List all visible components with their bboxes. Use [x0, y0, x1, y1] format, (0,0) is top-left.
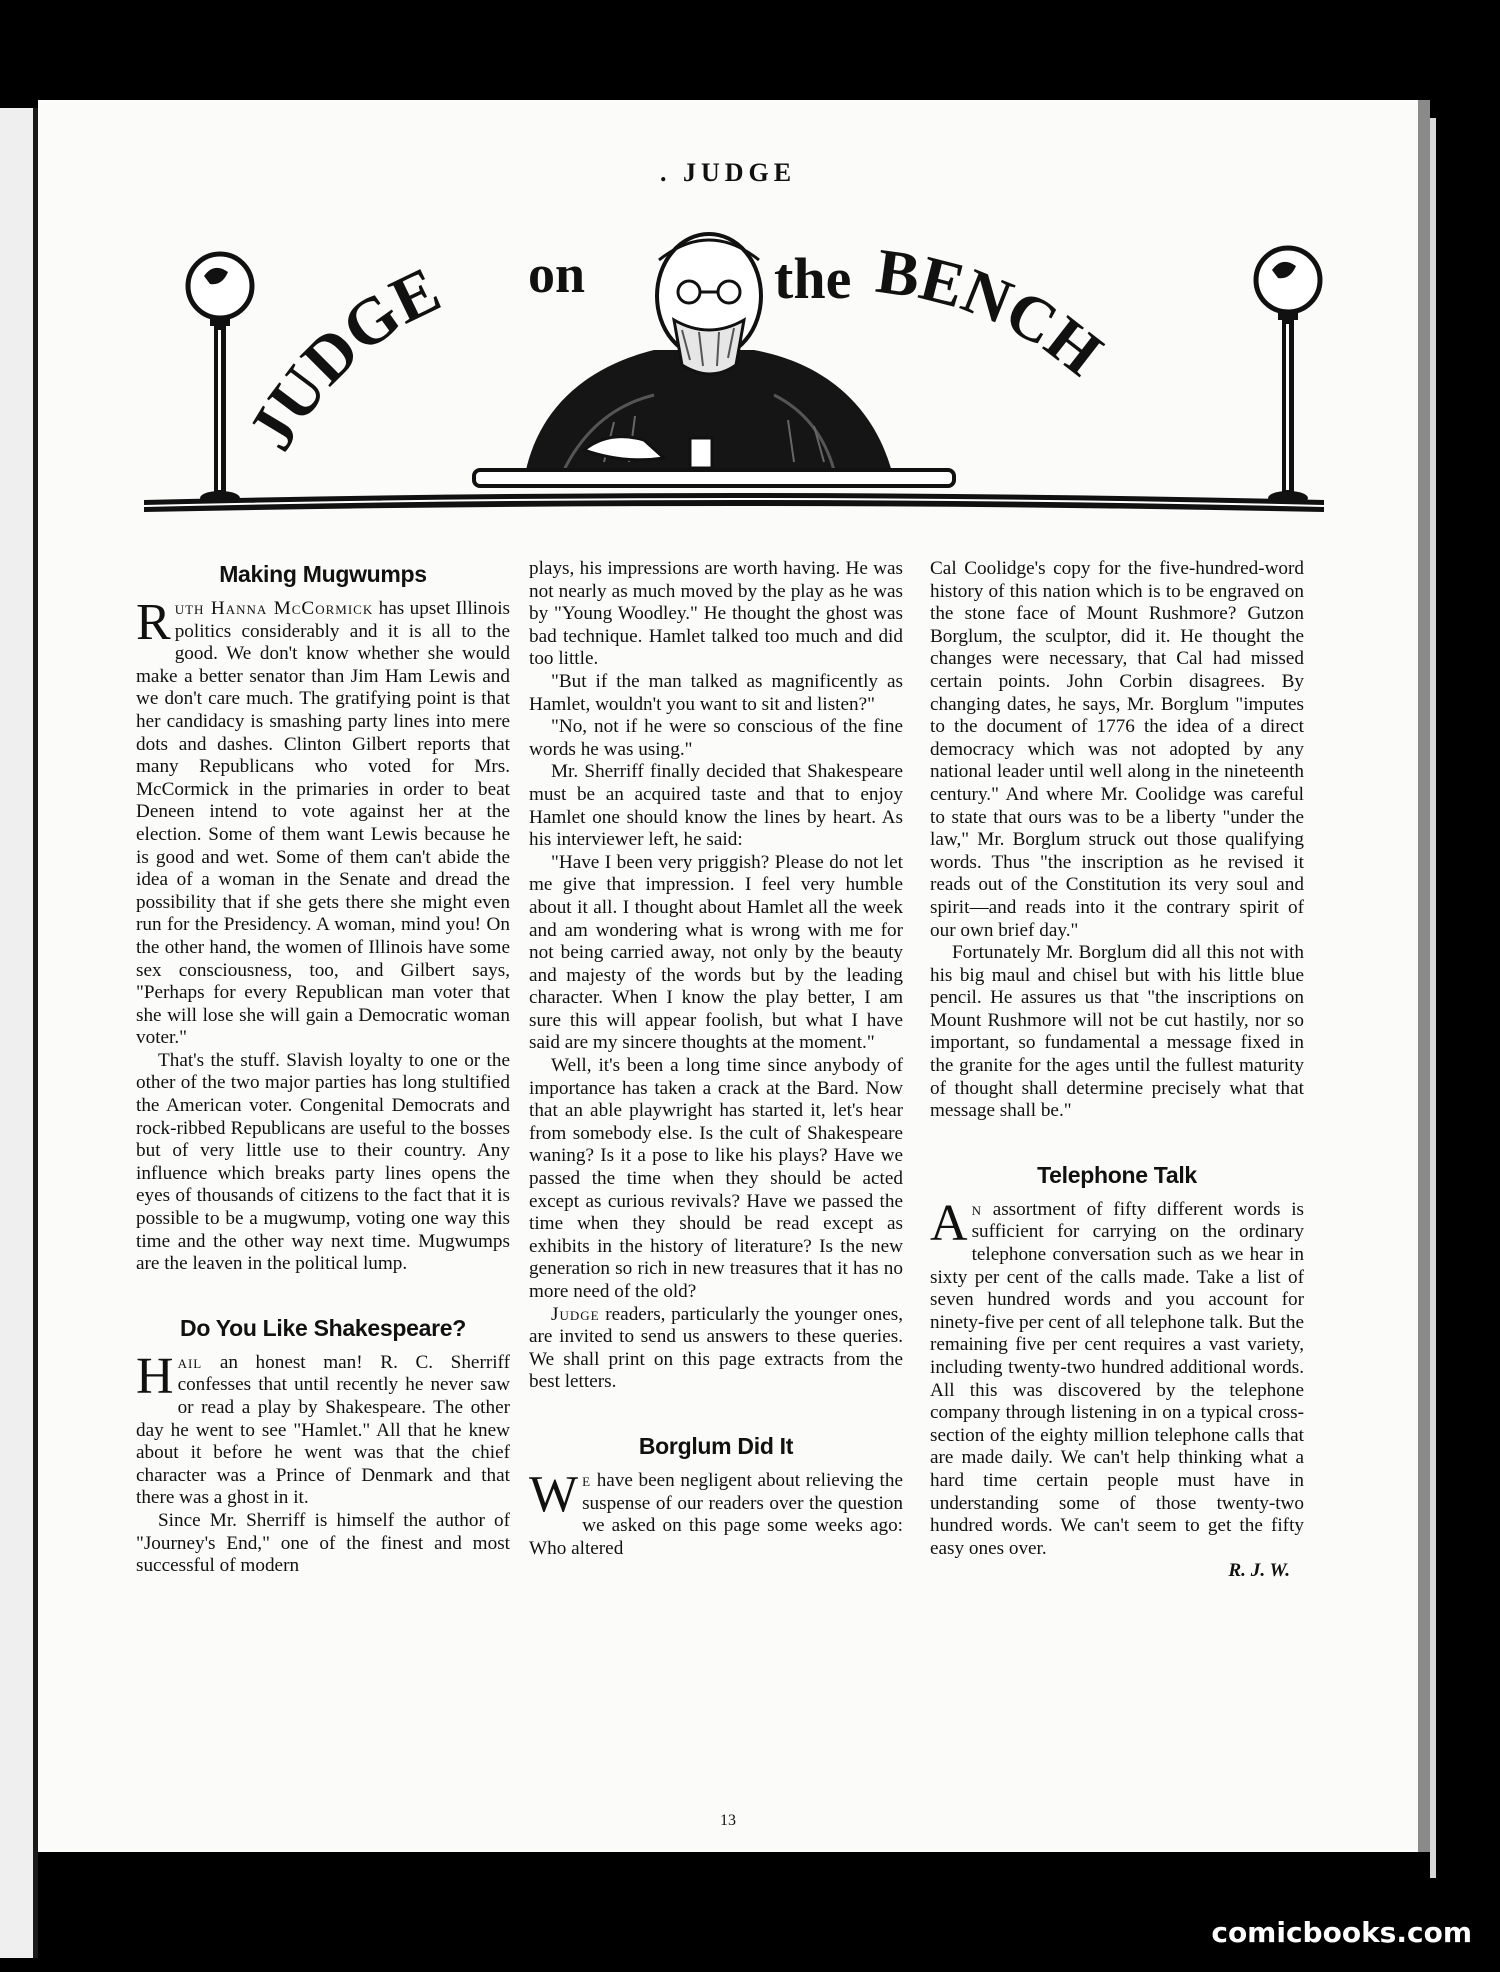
- column-1: [136, 558, 510, 1578]
- author-signature: R. J. W.: [1228, 1560, 1290, 1582]
- page-shadow: [1418, 100, 1430, 1852]
- article-paragraph: An assortment of fifty different words is sufficient for carrying on the ordinary telephone conversation such as we hear in sixty per cent of the calls made. Take a list of seven hundred words and you account for ninety-five per cent of all telephone talk. But the remaining five per cent requires a vast variety, including twenty-two hundred additional words. All this was discovered by the telephone company through listening in on a typical cross-section of the eighty million telephone calls that are made daily. We can't help thinking what a hard time certain people must have in understanding some of those twenty-two hundred words. We can't seem to get the fifty easy ones over.: [930, 1194, 1304, 1559]
- column-3: [930, 558, 1304, 1583]
- magazine-page: [38, 100, 1418, 1852]
- article-paragraph: Mr. Sherriff finally decided that Shakespeare must be an acquired taste and that to enjoy Hamlet one should know the lines by heart. As his interviewer left, he said:: [529, 761, 903, 851]
- judge-illustration: [134, 200, 1334, 530]
- drop-cap: W: [529, 1465, 579, 1523]
- article-paragraph: That's the stuff. Slavish loyalty to one or the other of the two major parties has long stultified the American voter. Congenital Democrats and rock-ribbed Republicans are useful to the bosses but of very little use to their country. Any influence which breaks party lines opens the eyes of thousands of citizens to the fact that it is possible to be a mugwump, voting one way this time and the other way next time. Mugwumps are the leaven in the political lump.: [136, 1049, 510, 1275]
- banner-word-on: on: [528, 244, 586, 304]
- banner-word-bench: BENCH: [872, 234, 1116, 390]
- article-paragraph: Well, it's been a long time since anybody of importance has taken a crack at the Bard. Now that an able playwright has started it, let's hear from somebody else. Is the cult of Shakespeare waning? Is it a pose to like his plays? Have we passed the time when they should be acted except as curious revivals? Have we passed the time when they should be read except as exhibits in the history of literature? Is the new generation so rich in new treasures that it has no more need of the old?: [529, 1055, 903, 1302]
- article-heading: Do You Like Shakespeare?: [180, 1314, 466, 1341]
- left-lamp-icon: [188, 254, 252, 505]
- article-paragraph: Since Mr. Sherriff is himself the author of "Journey's End," one of the finest and most successful of modern: [136, 1509, 510, 1577]
- bench-icon: [144, 470, 1324, 512]
- article-paragraph: plays, his impressions are worth having. He was not nearly as much moved by the play as he was by "Young Woodley." He thought the ghost was bad technique. Hamlet talked too much and did too little.: [529, 558, 903, 670]
- masthead-banner: [134, 200, 1334, 530]
- article-paragraph: Judge readers, particularly the younger ones, are invited to send us answers to these queries. We shall print on this page extracts from the best letters.: [529, 1303, 903, 1393]
- drop-cap: H: [136, 1347, 174, 1405]
- article-paragraph: Fortunately Mr. Borglum did all this not with his big maul and chisel but with his little blue pencil. He assures us that "the inscriptions on Mount Rushmore will not be cut hastily, nor so important, so fundamental a message fixed in the granite for the ages until the fullest maturity of thought shall determine precisely what that message shall be.": [930, 942, 1304, 1122]
- running-head: . JUDGE: [659, 158, 797, 187]
- article-paragraph: We have been negligent about relieving the suspense of our readers over the question we asked on this page some weeks ago: Who altered: [529, 1465, 903, 1559]
- previous-page-edge: [0, 108, 38, 1958]
- banner-word-the: the: [774, 246, 852, 311]
- article-heading: Telephone Talk: [1037, 1161, 1197, 1188]
- article-paragraph: "But if the man talked as magnificently as Hamlet, wouldn't you want to sit and listen?": [529, 670, 903, 715]
- article-heading: Making Mugwumps: [219, 561, 427, 587]
- page-edge: [1430, 118, 1436, 1878]
- banner-word-judge: JUDGE: [234, 253, 451, 463]
- page-number: 13: [720, 1812, 736, 1829]
- article-paragraph: Cal Coolidge's copy for the five-hundred-word history of this nation which is to be engraved on the stone face of Mount Rushmore? Gutzon Borglum, the sculptor, did it. He thought the changes were necessary, that Cal had missed certain points. John Corbin disagrees. By changing dates, he says, Mr. Borglum "imputes to the document of 1776 the idea of a direct democracy which was not adopted by any national leader until well along in the nineteenth century." And where Mr. Coolidge was careful to state that ours was to be a liberty "under the law," Mr. Borglum struck out those qualifying words. Thus "the inscription as he revised it reads out of the Constitution its very soul and spirit—and reads into it the contrary spirit of our own brief day.": [930, 558, 1304, 941]
- article-paragraph: Hail an honest man! R. C. Sherriff confesses that until recently he never saw or read a play by Shakespeare. The other day he went to see "Hamlet." All that he knew about it before he went was that the chief character was a Prince of Denmark and that there was a ghost in it.: [136, 1347, 510, 1509]
- column-2: [529, 558, 903, 1560]
- article-paragraph: "No, not if he were so conscious of the fine words he was using.": [529, 716, 903, 760]
- article-paragraph: Ruth Hanna McCormick has upset Illinois politics considerably and it is all to the good. We don't know whether she would make a better senator than Jim Ham Lewis and we don't care much. The gratifying point is that her candidacy is smashing party lines into mere dots and dashes. Clinton Gilbert reports that many Republicans who voted for Mrs. McCormick in the primaries in order to beat Deneen intend to vote against her at the election. Some of them want Lewis because he is good and wet. Some of them can't abide the idea of a woman in the Senate and dread the possibility that if she gets there she might even run for the Presidency. A woman, mind you! On the other hand, the women of Illinois have some sex consciousness, too, and Gilbert says, "Perhaps for every Republican man voter that she will lose she will gain a Democratic woman voter.": [136, 594, 510, 1049]
- article-heading: Borglum Did It: [638, 1432, 794, 1459]
- right-lamp-icon: [1256, 248, 1320, 505]
- watermark: comicbooks.com: [1211, 1916, 1472, 1949]
- drop-cap: A: [930, 1194, 968, 1252]
- drop-cap: R: [136, 594, 171, 651]
- article-paragraph: "Have I been very priggish? Please do not let me give that impression. I feel very humble about it all. I thought about Hamlet all the week and am wondering what is wrong with me for not being carried away, not only by the beauty and majesty of the words but by the leading character. When I know the play better, I am sure this will appear foolish, but what I have said are my sincere thoughts at the moment.": [529, 851, 903, 1054]
